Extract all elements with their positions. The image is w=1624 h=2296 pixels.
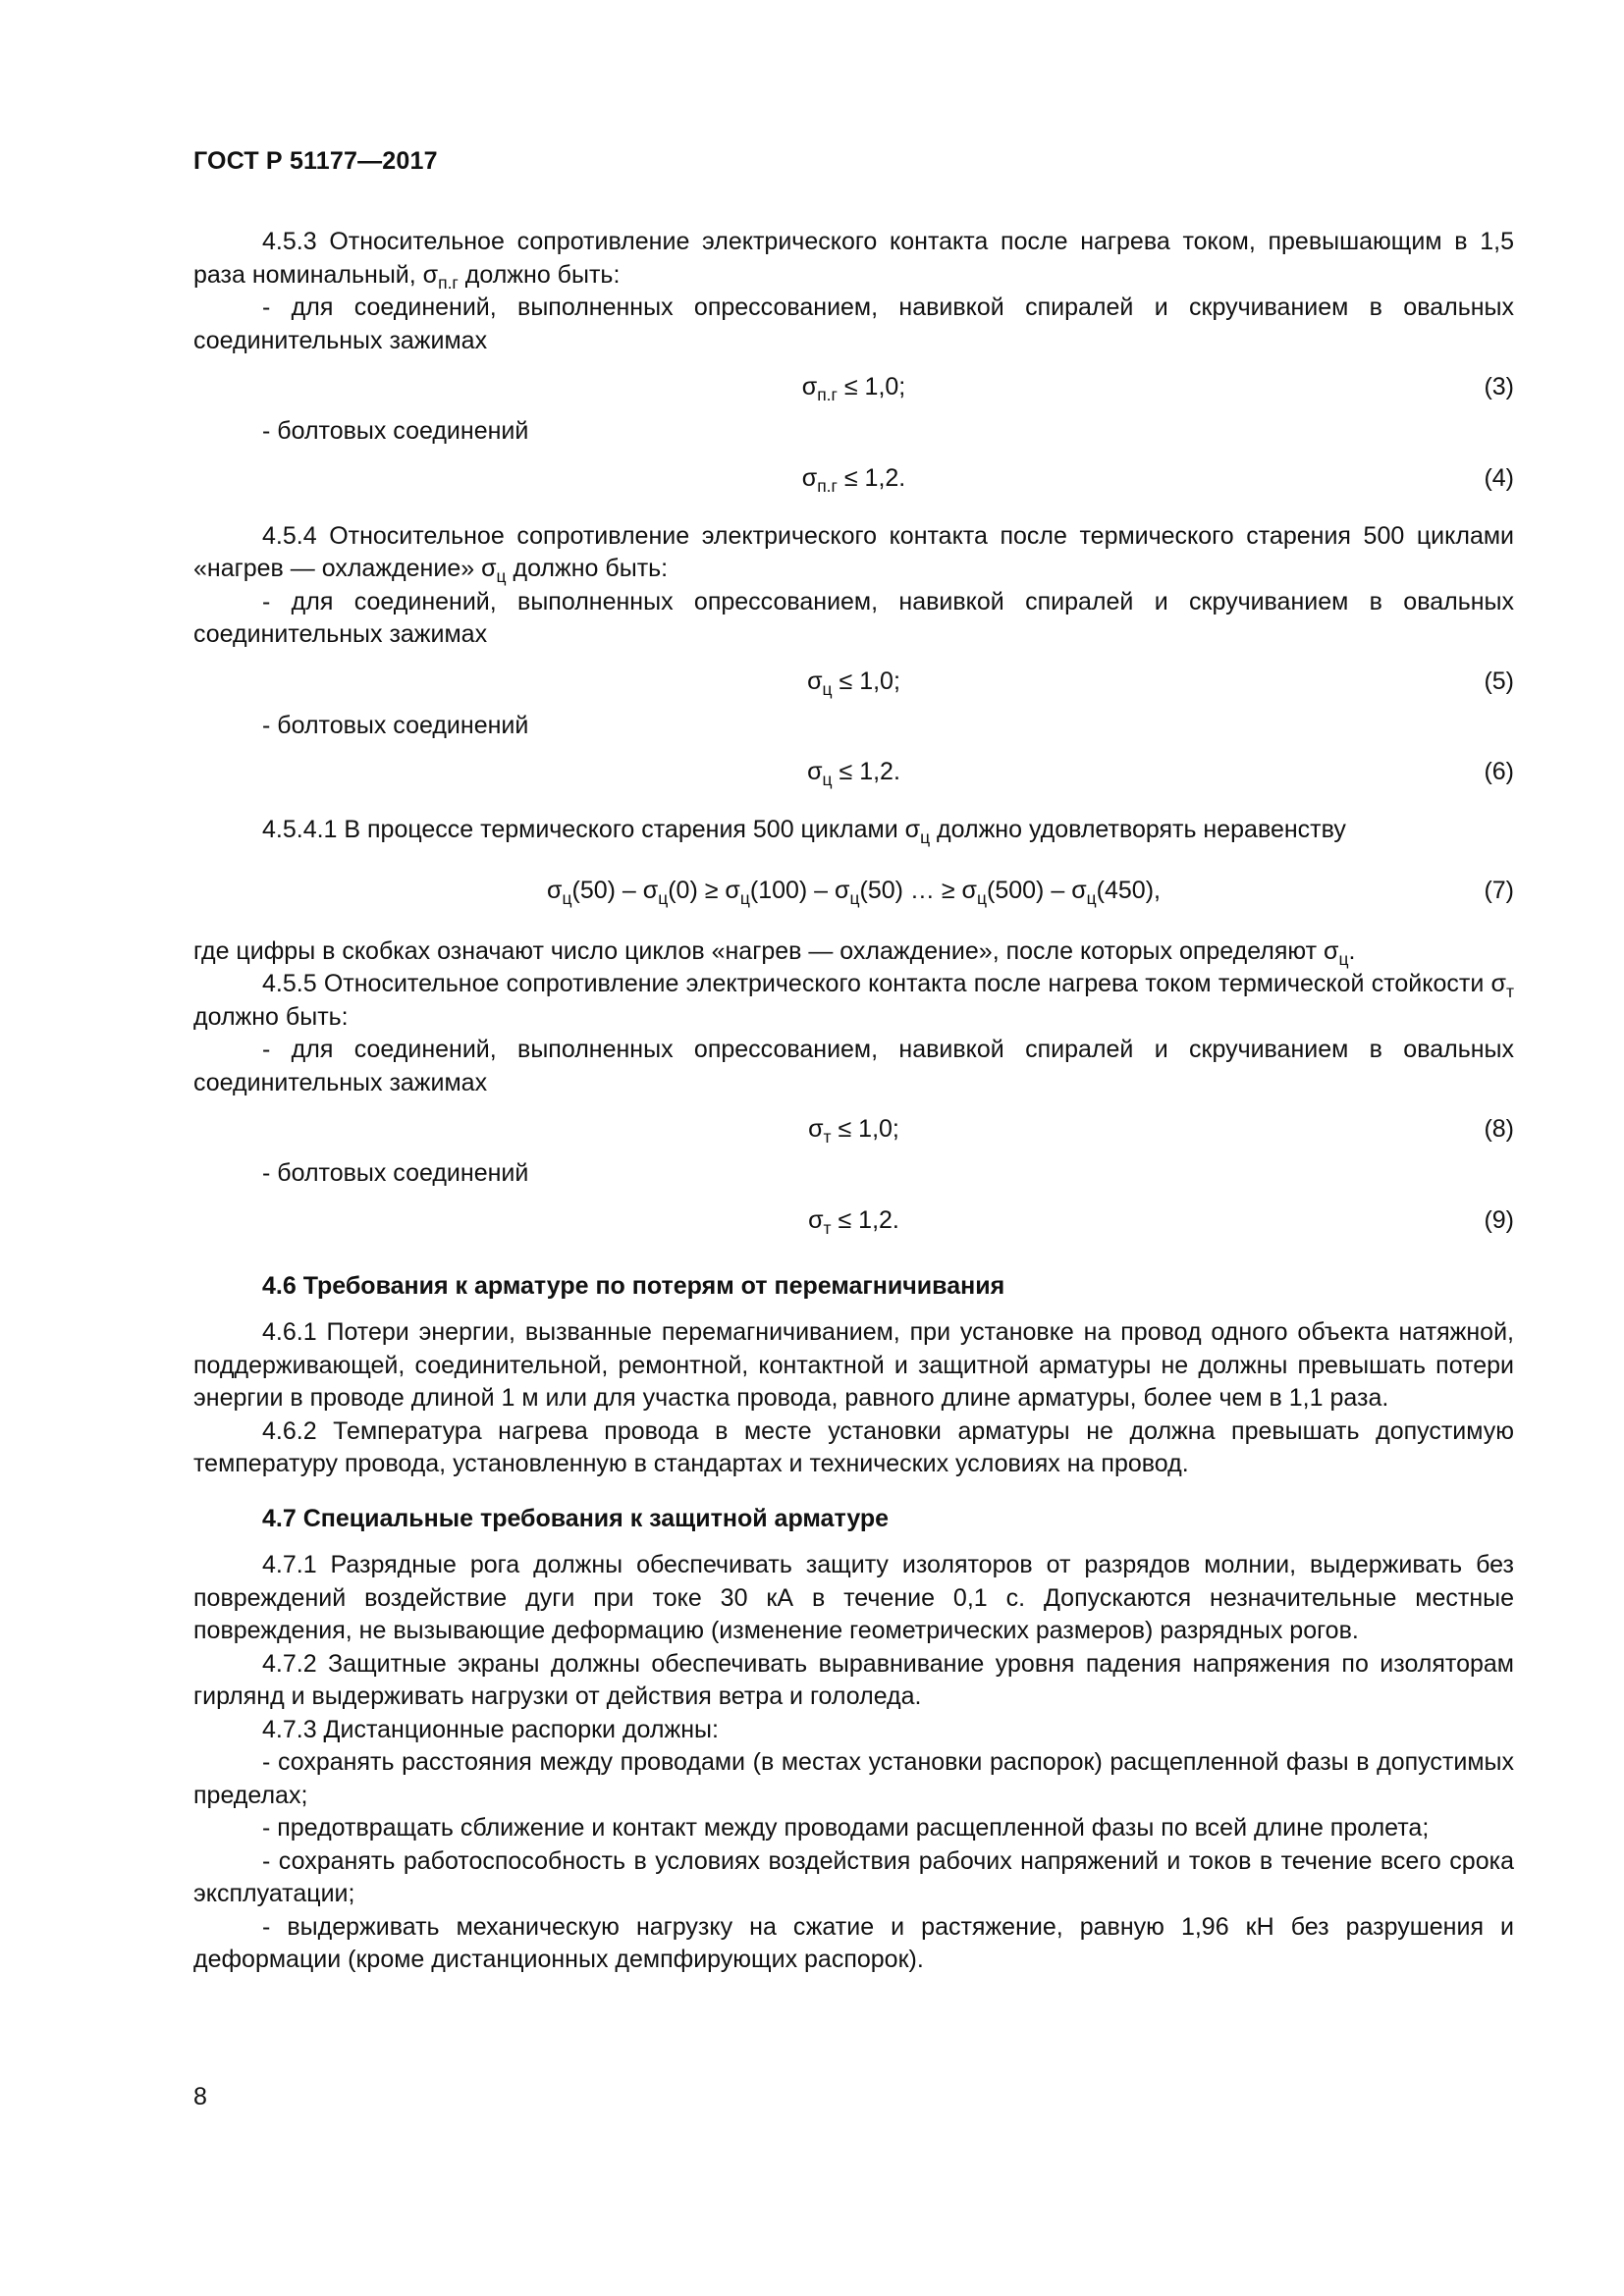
formula-number: (6) [1484, 758, 1514, 785]
sigma-symbol: σ [481, 555, 497, 582]
paragraph-4-5-4: 4.5.4 Относительное сопротивление электрического контакта после термического старения 500 циклами «нагрев — охлаждение» $\sigma_ц$ должно быть: [193, 521, 1514, 587]
sigma-symbol: σ [1490, 970, 1506, 997]
formula-number: (4) [1484, 463, 1514, 492]
formula-number: (7) [1484, 876, 1514, 904]
paragraph-4-5-5: 4.5.5 Относительное сопротивление электрического контакта после нагрева током термической стойкости $\sigma_т$ должно быть: [193, 970, 1514, 1031]
page-number: 8 [193, 2083, 207, 2110]
paragraph-4-5-3: 4.5.3 Относительное сопротивление электрического контакта после нагрева током, превышающим в 1,5 раза номинальный, $\sigma_{п.г}$ должно быть: [193, 228, 1514, 293]
section-title-4-7: 4.7 Специальные требования к защитной арматуре [262, 1504, 890, 1532]
standard-header: ГОСТ Р 51177—2017 [193, 147, 438, 175]
list-item: - сохранять работоспособность в условиях воздействия рабочих напряжений и токов в течение всего срока эксплуатации; [193, 1846, 1514, 1907]
list-item: - для соединений, выполненных опрессованием, навивкой спиралей и скручиванием в овальных соединительных зажимах [193, 587, 1514, 648]
list-item: - болтовых соединений [262, 711, 529, 739]
formula-8: $\sigma_т \le 1,0$; (8) [808, 1115, 1514, 1148]
formula-number: (5) [1484, 667, 1514, 695]
list-item: - для соединений, выполненных опрессованием, навивкой спиралей и скручиванием в овальных соединительных зажимах [193, 1036, 1514, 1096]
sigma-symbol: σ [422, 260, 439, 289]
sigma-symbol: σ [1324, 936, 1339, 965]
list-item: - болтовых соединений [262, 1159, 529, 1187]
sigma-symbol: σ [904, 816, 921, 843]
list-item: - болтовых соединений [262, 417, 529, 445]
paragraph-4-6-2: 4.6.2 Температура нагрева провода в месте установки арматуры не должна превышать допустимую температуру провода, установленную в стандартах и технических условиях на провод. [193, 1416, 1514, 1477]
formula-number: (8) [1484, 1115, 1514, 1143]
section-title-4-6: 4.6 Требования к арматуре по потерям от перемагничивания [262, 1271, 1005, 1300]
formula-9: $\sigma_т \le 1,2$. (9) [808, 1205, 1514, 1238]
formula-3: $\sigma_{п.г} \le 1,0$; (3) [801, 373, 1514, 405]
formula-7: $\sigma_ц(50) - \sigma_ц(0) \ge \sigma_ц(100) - \sigma_ц(50)$ … ≥ $\sigma_ц(500) - \sigma_ц(450)$, (7) [547, 876, 1514, 908]
list-item: - выдерживать механическую нагрузку на сжатие и растяжение, равную 1,96 кН без разрушения и деформации (кроме дистанционных демпфирующих распорок). [193, 1912, 1514, 1973]
formula-number: (3) [1484, 373, 1514, 400]
paragraph-4-7-3: 4.7.3 Дистанционные распорки должны: [262, 1715, 719, 1743]
page-content [193, 226, 1514, 1977]
paragraph-4-7-2: 4.7.2 Защитные экраны должны обеспечивать выравнивание уровня падения напряжения по изоляторам гирлянд и выдерживать нагрузки от действия ветра и гололеда. [193, 1649, 1514, 1710]
list-item: - для соединений, выполненных опрессованием, навивкой спиралей и скручиванием в овальных соединительных зажимах [193, 294, 1514, 354]
list-item: - предотвращать сближение и контакт между проводами расщепленной фазы по всей длине пролета; [262, 1814, 1430, 1842]
formula-number: (9) [1484, 1205, 1514, 1234]
formula-4: $\sigma_{п.г} \le 1,2$. (4) [801, 463, 1514, 496]
formula-explanation: где цифры в скобках означают число циклов «нагрев — охлаждение», после которых определяют $\sigma_ц$. [193, 936, 1356, 969]
paragraph-4-7-1: 4.7.1 Разрядные рога должны обеспечивать защиту изоляторов от разрядов молнии, выдерживать без повреждений воздействие дуги при токе 30 кА в течение 0,1 с. Допускаются незначительные местные повреждения, не вызывающие деформацию (изменение геометрических размеров) разрядных рогов. [193, 1551, 1514, 1644]
formula-5: $\sigma_ц \le 1,0$; (5) [807, 667, 1514, 699]
list-item: - сохранять расстояния между проводами (в местах установки распорок) расщепленной фазы в допустимых пределах; [193, 1748, 1514, 1809]
paragraph-4-6-1: 4.6.1 Потери энергии, вызванные перемагничиванием, при установке на провод одного объекта натяжной, поддерживающей, соединительной, ремонтной, контактной и защитной арматуры не должны превышать потери энергии в проводе длиной 1 м или для участка провода, равного длине арматуры, более чем в 1,1 раза. [193, 1318, 1514, 1412]
formula-6: $\sigma_ц \le 1,2$. (6) [807, 758, 1514, 790]
paragraph-4-5-4-1: 4.5.4.1 В процессе термического старения 500 циклами $\sigma_ц$ должно удовлетворять неравенству [262, 816, 1346, 848]
